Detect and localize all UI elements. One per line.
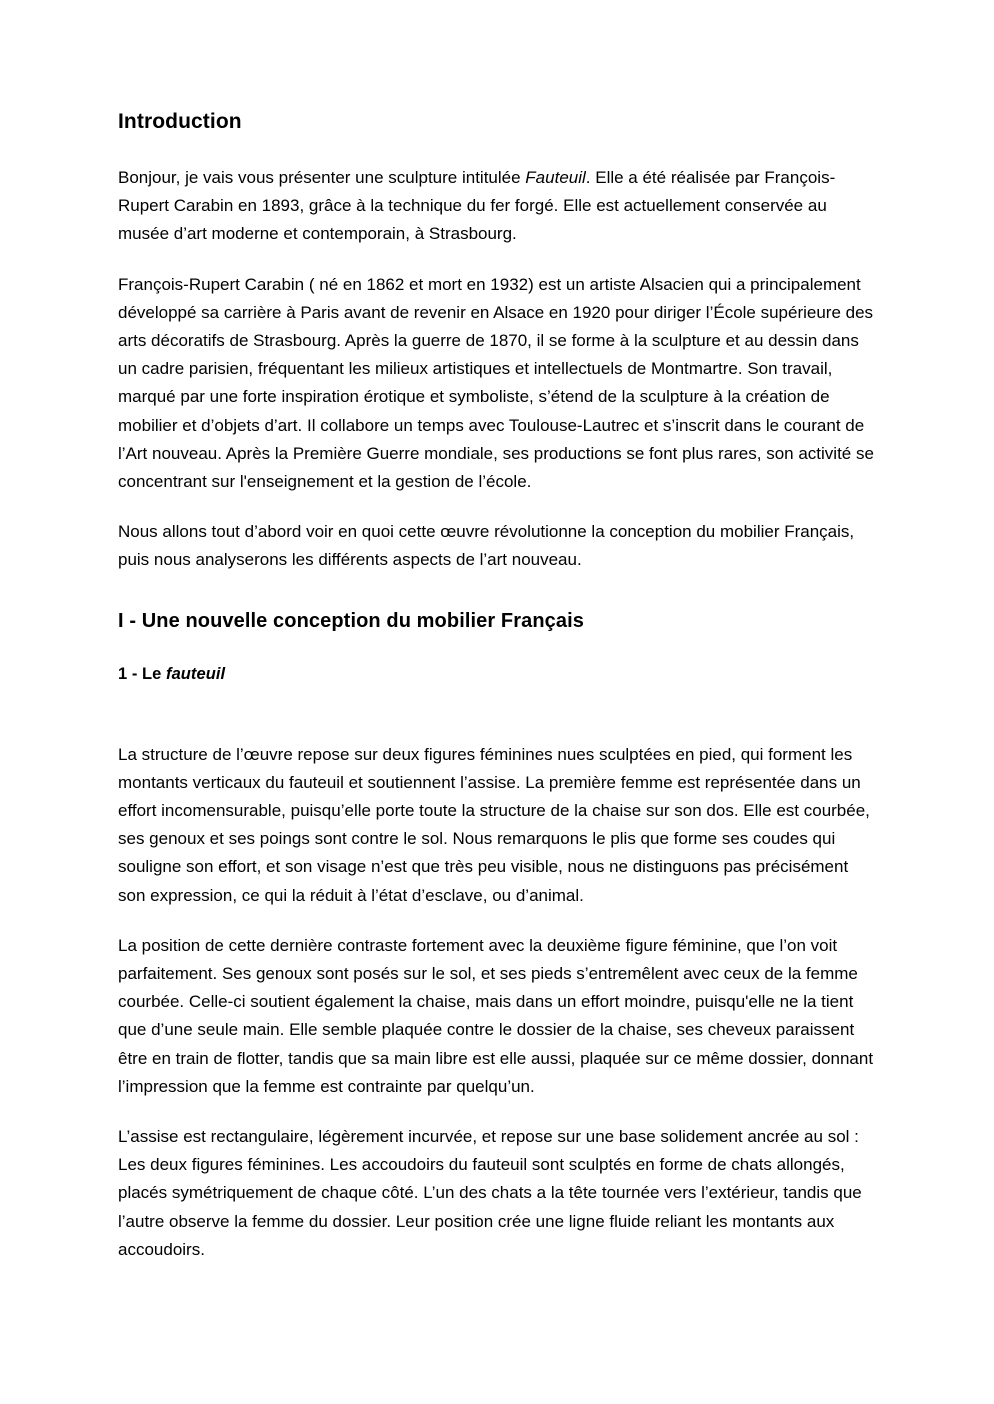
paragraph-intro-3-outline: Nous allons tout d’abord voir en quoi cette œuvre révolutionne la conception du mobilier Français, puis nous analyserons les différents aspects de l’art nouveau. bbox=[118, 522, 855, 570]
spacer bbox=[118, 910, 878, 932]
paragraph-seat-and-armrests-description: L’assise est rectangulaire, légèrement incurvée, et repose sur une base solidement ancrée au sol : Les deux figures féminines. Les accoudoirs du fauteuil sont sculptés en forme de chats allongés, placés symétriquement de chaque côté. L’un des chats a la tête tournée vers l’extérieur, tandis que l’autre observe la femme du dossier. Leur position crée une ligne fluide reliant les montants aux accoudoirs. bbox=[118, 1127, 862, 1259]
spacer bbox=[118, 249, 878, 271]
paragraph-intro-1 bbox=[118, 164, 878, 249]
spacer bbox=[118, 635, 878, 662]
document-body bbox=[118, 108, 878, 1264]
spacer bbox=[118, 1101, 878, 1123]
spacer bbox=[118, 135, 878, 164]
heading-introduction: Introduction bbox=[118, 110, 242, 133]
artwork-title-fauteuil: Fauteuil bbox=[525, 168, 586, 187]
heading-part-1: I - Une nouvelle conception du mobilier Français bbox=[118, 609, 584, 632]
paragraph-intro-2-biography: François-Rupert Carabin ( né en 1862 et mort en 1932) est un artiste Alsacien qui a principalement développé sa carrière à Paris avant de revenir en Alsace en 1920 pour diriger l’École supérieure des arts décoratifs de Strasbourg. Après la guerre de 1870, il se forme à la sculpture et au dessin dans un cadre parisien, fréquentant les milieux artistiques et intellectuels de Montmartre. Son travail, marqué par une forte inspiration érotique et symboliste, s’étend de la sculpture à la création de mobilier et d’objets d’art. Il collabore un temps avec Toulouse-Lautrec et s’inscrit dans le courant de l’Art nouveau. Après la Première Guerre mondiale, ses productions se font plus rares, son activité se concentrant sur l'enseignement et la gestion de l’école. bbox=[118, 274, 874, 492]
spacer bbox=[118, 686, 878, 741]
paragraph-intro-1-text-before-title: Bonjour, je vais vous présenter une sculpture intitulée bbox=[118, 168, 526, 187]
spacer bbox=[118, 575, 878, 608]
heading-part-1-sub-1-prefix: 1 - Le bbox=[118, 664, 167, 683]
spacer bbox=[118, 496, 878, 518]
heading-part-1-sub-1-italic-word: fauteuil bbox=[166, 664, 226, 683]
paragraph-intro-1-text-after-title: . Elle a été réalisée par François-Rupert Carabin en 1893, grâce à la technique du fer forgé. Elle est actuellement conservée au musée d’art moderne et contemporain, à Strasbourg. bbox=[118, 168, 836, 244]
paragraph-structure-description: La structure de l’œuvre repose sur deux figures féminines nues sculptées en pied, qui forment les montants verticaux du fauteuil et soutiennent l’assise. La première femme est représentée dans un effort incomensurable, puisqu’elle porte toute la structure de la chaise sur son dos. Elle est courbée, ses genoux et ses poings sont contre le sol. Nous remarquons le plis que forme ses coudes qui souligne son effort, et son visage n’est que très peu visible, nous ne distinguons pas précisément son expression, ce qui la réduit à l’état d’esclave, ou d’animal. bbox=[118, 744, 870, 905]
paragraph-second-figure-description: La position de cette dernière contraste fortement avec la deuxième figure féminine, que l’on voit parfaitement. Ses genoux sont posés sur le sol, et ses pieds s’entremêlent avec ceux de la femme courbée. Celle-ci soutient également la chaise, mais dans un effort moindre, puisqu'elle ne la tient que d’une seule main. Elle semble plaquée contre le dossier de la chaise, ses cheveux paraissent être en train de flotter, tandis que sa main libre est elle aussi, plaquée sur ce même dossier, donnant l’impression que la femme est contrainte par quelqu’un. bbox=[118, 935, 874, 1096]
heading-part-1-sub-1 bbox=[118, 662, 878, 686]
